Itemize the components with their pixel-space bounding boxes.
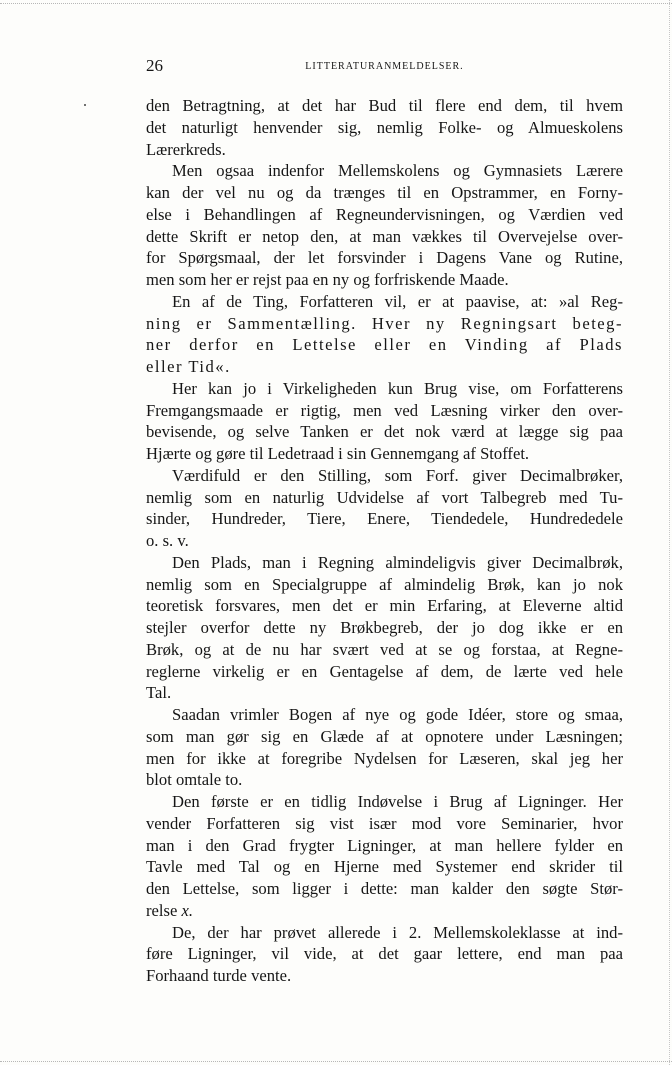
text-line-content: Tavle med Tal og en Hjerne med Systemer end skrider til [146, 857, 623, 877]
text-line [146, 595, 623, 617]
text-line [146, 421, 623, 443]
text-line-content: dette Skrift er netop den, at man vækkes til Overvejelse over- [146, 226, 623, 246]
text-line [146, 574, 623, 596]
text-line [146, 943, 623, 965]
italic-variable: x. [181, 900, 193, 920]
text-line-content: Fremgangsmaade er rigtig, men ved Læsning virker den over- [146, 400, 623, 420]
text-line [146, 487, 623, 509]
text-line-content: Værdifuld er den Stilling, som Forf. giver Decimalbrøker, [172, 465, 623, 485]
text-line [146, 530, 623, 552]
text-line [146, 682, 623, 704]
text-line [146, 269, 623, 291]
text-line-content: teoretisk forsvares, men det er min Erfaring, at Eleverne altid [146, 596, 623, 616]
text-line [146, 443, 623, 465]
text-line-content: ner derfor en Lettelse eller en Vinding af Plads [146, 335, 623, 355]
text-line [146, 139, 623, 161]
text-line-content: vender Forfatteren sig vist især mod vore Seminarier, hvor [146, 813, 623, 833]
text-line-content: sinder, Hundreder, Tiere, Enere, Tiendedele, Hundrededele [146, 509, 623, 529]
text-line-content: reglerne virkelig er en Gentagelse af dem, de lærte ved hele [146, 661, 623, 681]
text-line-content: den Betragtning, at det har Bud til flere end dem, til hvem [146, 96, 623, 115]
text-line-content: kan der vel nu og da trænges til en Opstrammer, en Forny- [146, 183, 623, 202]
text-line [146, 334, 623, 356]
text-line [146, 313, 623, 335]
text-line-content: stejler overfor dette ny Brøkbegreb, der jo dog ikke er en [146, 618, 623, 637]
text-line [146, 182, 623, 204]
text-line-content: den Lettelse, som ligger i dette: man kalder den søgte Stør- [146, 879, 623, 898]
page-header [146, 56, 623, 78]
text-line-content: bevisende, og selve Tanken er det nok værd at lægge sig paa [146, 422, 623, 442]
text-line [146, 878, 623, 900]
text-line-content: relse [146, 900, 178, 920]
text-line [146, 726, 623, 748]
text-line [146, 160, 623, 182]
text-line-content: ning er Sammentælling. Hver ny Regningsart beteg- [146, 313, 623, 333]
text-line-content: Men ogsaa indenfor Mellemskolens og Gymnasiets Lærere [172, 161, 623, 181]
text-line-content: Hjærte og gøre til Ledetraad i sin Gennemgang af Stoffet. [146, 444, 530, 463]
page-edge-right [669, 0, 670, 1065]
text-line [146, 661, 623, 683]
text-line-content: det naturligt henvender sig, nemlig Folke- og Almueskolens [146, 117, 623, 137]
text-line-content: o. s. v. [146, 531, 189, 550]
text-line [146, 835, 623, 857]
text-line-content: blot omtale to. [146, 770, 243, 790]
text-line-content: De, der har prøvet allerede i 2. Mellemskoleklasse at ind- [172, 922, 623, 942]
text-line [146, 465, 623, 487]
text-line [146, 813, 623, 835]
text-line-content: føre Ligninger, vil vide, at det gaar lettere, end man paa [146, 944, 623, 964]
text-line [146, 856, 623, 878]
text-line-content: Den første er en tidlig Indøvelse i Brug af Ligninger. Her [172, 792, 623, 811]
text-line-content: som man gør sig en Glæde af at opnotere under Læsningen; [146, 726, 623, 746]
text-line [146, 117, 623, 139]
text-line [146, 922, 623, 944]
text-line-content: eller Tid«. [146, 357, 231, 376]
text-line-content: nemlig som en Specialgruppe af almindelig Brøk, kan jo nok [146, 574, 623, 594]
text-line [146, 400, 623, 422]
text-line [146, 95, 623, 117]
text-line [146, 508, 623, 530]
text-line [146, 791, 623, 813]
text-line [146, 356, 623, 378]
body-text [146, 95, 623, 987]
text-line [146, 704, 623, 726]
text-line-content: nemlig som en naturlig Udvidelse af vort Talbegreb med Tu- [146, 487, 623, 507]
text-line-content: for Spørgsmaal, der let forsvinder i Dagens Vane og Rutine, [146, 248, 623, 268]
text-line-content: Saadan vrimler Bogen af nye og gode Idéer, store og smaa, [172, 705, 623, 724]
text-line-content: man i den Grad frygter Ligninger, at man hellere fylder en [146, 835, 623, 855]
page-edge-top [0, 3, 672, 4]
text-line-content: Lærerkreds. [146, 139, 226, 159]
text-line [146, 291, 623, 313]
text-line [146, 204, 623, 226]
text-line [146, 769, 623, 791]
running-title: LITTERATURANMELDELSER. [305, 61, 464, 72]
text-line-content: Forhaand turde vente. [146, 966, 292, 985]
text-line-content: men som her er rejst paa en ny og forfriskende Maade. [146, 270, 509, 289]
text-line-content: Tal. [146, 683, 172, 703]
text-line [146, 639, 623, 661]
text-line-content: men for ikke at foregribe Nydelsen for Læseren, skal jeg her [146, 748, 623, 768]
text-line [146, 617, 623, 639]
text-line [146, 748, 623, 770]
text-line-content: En af de Ting, Forfatteren vil, er at paavise, at: »al Reg- [172, 291, 623, 311]
text-line [146, 247, 623, 269]
text-line [146, 965, 623, 987]
page-edge-bottom [0, 1061, 672, 1062]
scan-speck [84, 104, 86, 106]
page-number: 26 [146, 56, 163, 75]
text-line-content: else i Behandlingen af Regneundervisningen, og Værdien ved [146, 204, 623, 224]
text-line [146, 552, 623, 574]
text-line [146, 378, 623, 400]
text-line-content: Brøk, og at de nu har svært ved at se og forstaa, at Regne- [146, 639, 623, 659]
text-line-content: Den Plads, man i Regning almindeligvis giver Decimalbrøk, [172, 552, 623, 572]
text-line-content: Her kan jo i Virkeligheden kun Brug vise, om Forfatterens [172, 378, 623, 398]
text-line [146, 900, 623, 922]
text-line [146, 226, 623, 248]
